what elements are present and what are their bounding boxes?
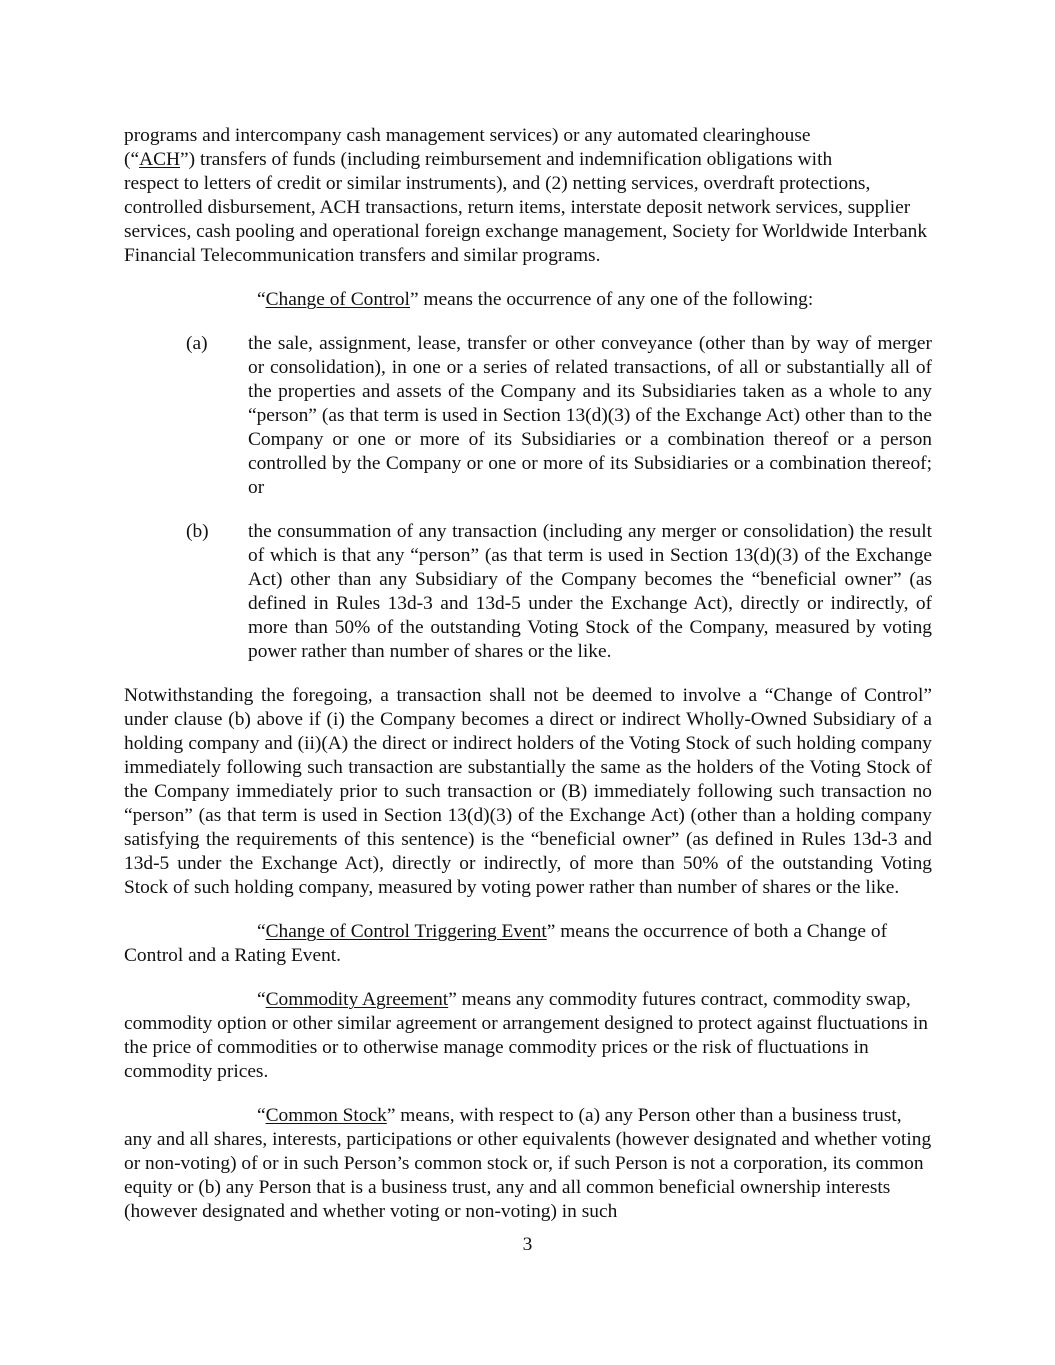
commodity-agreement-definition [124, 988, 932, 1084]
clause-b-text: the consummation of any transaction (including any merger or consolidation) the result of which is that any “person” (as that term is used in Section 13(d)(3) of the Exchange Act) other than any Subsidiary of the Company becomes the “beneficial owner” (as defined in Rules 13d-3 and 13d-5 under the Exchange Act), directly or indirectly, of more than 50% of the outstanding Voting Stock of the Company, measured by voting power rather than number of shares or the like. [248, 521, 932, 662]
triggering-event-definition [124, 920, 932, 968]
defined-term-common-stock: Common Stock [265, 1105, 387, 1126]
change-of-control-definition [124, 288, 932, 312]
common-stock-definition [124, 1104, 932, 1224]
clause-b [124, 520, 932, 664]
intro-rest: respect to letters of credit or similar instruments), and (2) netting services, overdraft protections, controlled disbursement, ACH transactions, return items, interstate deposit network services, supplier services, cash pooling and operational foreign exchange management, Society for Worldwide Interbank Financial Telecommunication transfers and similar programs. [124, 173, 928, 266]
defined-term-change-of-control-triggering-event: Change of Control Triggering Event [265, 921, 547, 942]
ach-open-quote: (“ [124, 149, 140, 170]
coc-definition-text: ” means the occurrence of any one of the following: [409, 289, 814, 310]
commodity-open-quote: “ [257, 989, 266, 1010]
defined-term-commodity-agreement: Commodity Agreement [265, 989, 449, 1010]
clause-a-label: (a) [186, 333, 208, 354]
defined-term-change-of-control: Change of Control [265, 289, 410, 310]
intro-line-2: ”) transfers of funds (including reimbursement and indemnification obligations with [180, 149, 833, 170]
defined-term-ach: ACH [139, 149, 181, 170]
intro-paragraph [124, 124, 932, 268]
clause-a [124, 332, 932, 500]
clause-a-text: the sale, assignment, lease, transfer or other conveyance (other than by way of merger or consolidation), in one or a series of related transactions, of all or substantially all of the properties and assets of the Company and its Subsidiaries taken as a whole to any “person” (as that term is used in Section 13(d)(3) of the Exchange Act) other than to the Company or one or more of its Subsidiaries or a combination thereof or a person controlled by the Company or one or more of its Subsidiaries or a combination thereof; or [248, 333, 932, 498]
intro-line-1: programs and intercompany cash management services) or any automated clearinghouse [124, 125, 811, 146]
notwithstanding-paragraph: Notwithstanding the foregoing, a transaction shall not be deemed to involve a “Change of Control” under clause (b) above if (i) the Company becomes a direct or indirect Wholly-Owned Subsidiary of a holding company and (ii)(A) the direct or indirect holders of the Voting Stock of such holding company immediately following such transaction are substantially the same as the holders of the Voting Stock of the Company immediately prior to such transaction or (B) immediately following such transaction no “person” (as that term is used in Section 13(d)(3) of the Exchange Act) (other than a holding company satisfying the requirements of this sentence) is the “beneficial owner” (as defined in Rules 13d-3 and 13d-5 under the Exchange Act), directly or indirectly, of more than 50% of the outstanding Voting Stock of such holding company, measured by voting power rather than number of shares or the like. [124, 685, 932, 898]
common-stock-text: ” means, with respect to (a) any Person other than a business trust, any and all shares, interests, participations or other equivalents (however designated and whether voting or non-voting) of or in such Person’s common stock or, if such Person is not a corporation, its common equity or (b) any Person that is a business trust, any and all common beneficial ownership interests (however designated and whether voting or non-voting) in such [124, 1105, 932, 1222]
common-stock-open-quote: “ [257, 1105, 266, 1126]
commodity-agreement-text: ” means any commodity futures contract, commodity swap, commodity option or other similar agreement or arrangement designed to protect against fluctuations in the price of commodities or to otherwise manage commodity prices or the risk of fluctuations in commodity prices. [124, 989, 928, 1082]
triggering-event-text: ” means the occurrence of both a Change of Control and a Rating Event. [124, 921, 888, 966]
coc-open-quote: “ [257, 289, 266, 310]
document-page [124, 124, 932, 1224]
triggering-open-quote: “ [257, 921, 266, 942]
page-number: 3 [522, 1234, 533, 1255]
clause-b-label: (b) [186, 521, 209, 542]
